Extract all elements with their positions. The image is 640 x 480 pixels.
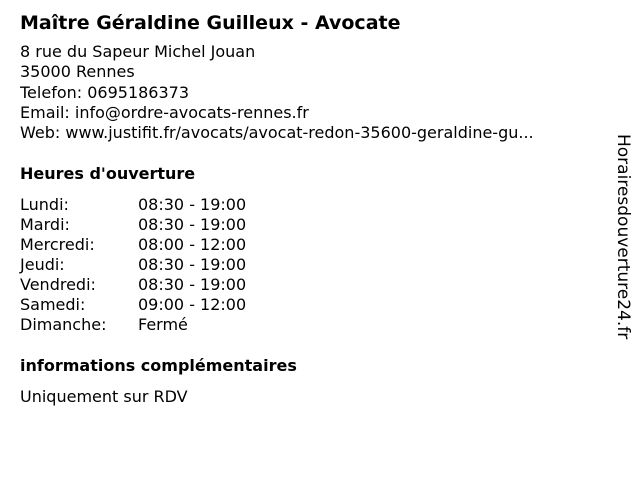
day-label: Mardi: [20, 215, 70, 235]
phone-line: Telefon: 0695186373 [20, 82, 190, 102]
table-row [20, 315, 246, 335]
time-value: 08:30 - 19:00 [138, 215, 247, 235]
address-street: 8 rue du Sapeur Michel Jouan [20, 42, 256, 61]
table-row [20, 235, 246, 255]
address-city: 35000 Rennes [20, 62, 135, 82]
time-value: 09:00 - 12:00 [138, 295, 247, 315]
time-value: 08:30 - 19:00 [138, 255, 247, 275]
day-label: Samedi: [20, 295, 86, 315]
info-text: Uniquement sur RDV [20, 387, 188, 407]
info-heading: informations complémentaires [20, 356, 297, 376]
table-row [20, 195, 246, 215]
email-line: Email: info@ordre-avocats-rennes.fr [20, 102, 309, 122]
time-value: 08:00 - 12:00 [138, 235, 247, 255]
brand-watermark: Horairesdouverture24.fr [613, 134, 633, 340]
web-line: Web: www.justifit.fr/avocats/avocat-redon-35600-geraldine-gu... [20, 123, 534, 143]
hours-table [20, 195, 246, 335]
day-label: Lundi: [20, 195, 69, 215]
business-listing [20, 11, 610, 408]
table-row [20, 275, 246, 295]
time-value: 08:30 - 19:00 [138, 275, 247, 295]
day-label: Vendredi: [20, 275, 96, 295]
day-label: Mercredi: [20, 235, 95, 255]
table-row [20, 255, 246, 275]
time-value: 08:30 - 19:00 [138, 195, 247, 215]
day-label: Dimanche: [20, 315, 107, 335]
time-value: Fermé [138, 315, 188, 335]
page-title: Maître Géraldine Guilleux - Avocate [20, 12, 401, 34]
table-row [20, 215, 246, 235]
day-label: Jeudi: [20, 255, 65, 275]
hours-heading: Heures d'ouverture [20, 164, 196, 184]
address-block [20, 42, 610, 143]
table-row [20, 295, 246, 315]
